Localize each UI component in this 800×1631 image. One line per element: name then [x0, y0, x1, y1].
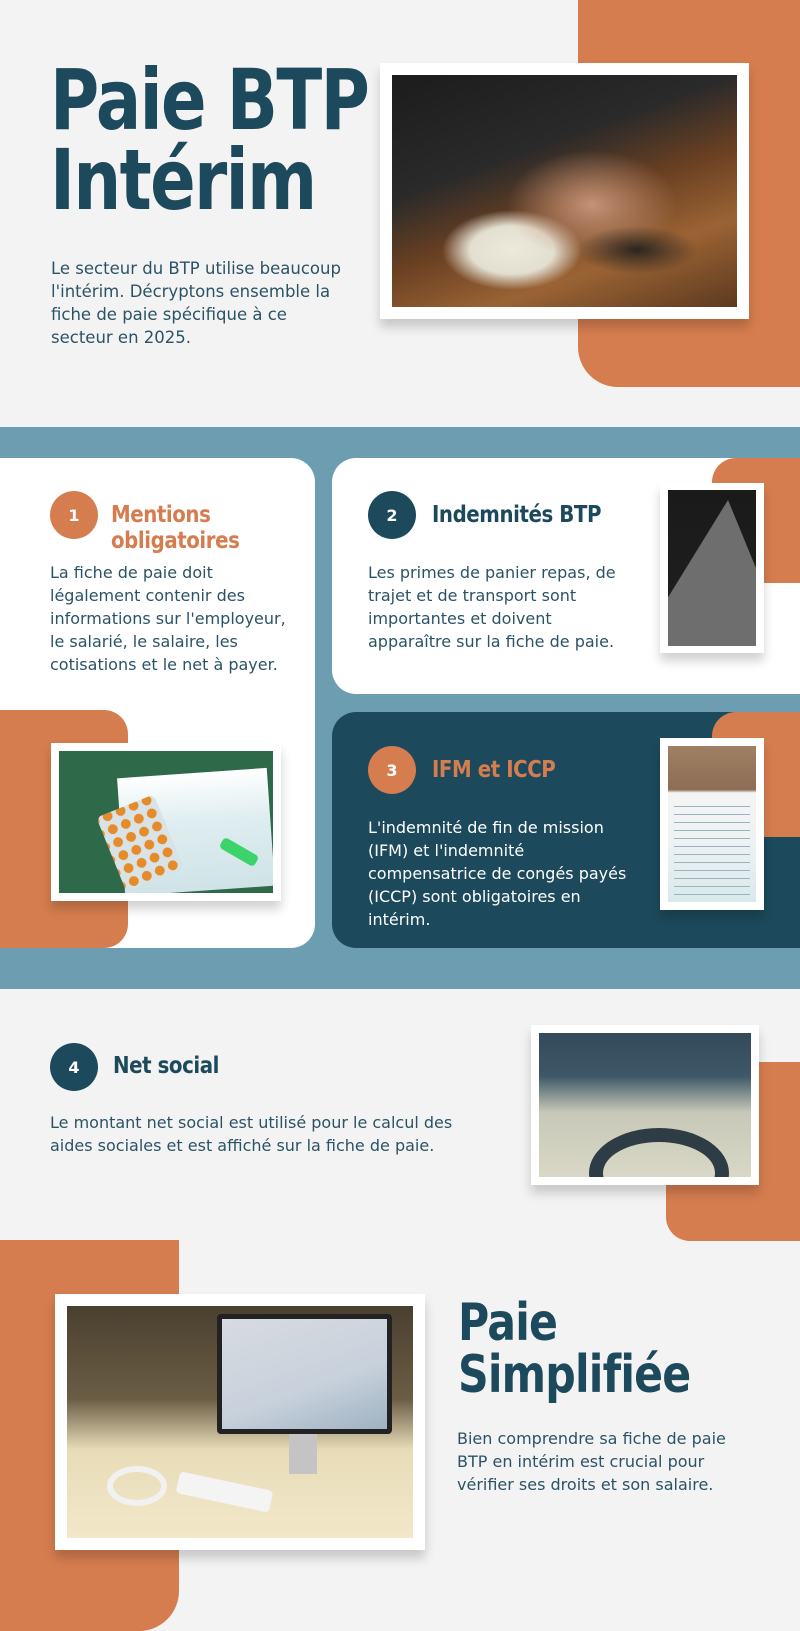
page-title [50, 51, 369, 229]
intro-text: Le secteur du BTP utilise beaucoup l'intérim. Décryptons ensemble la fiche de paie spécifique à ce secteur en 2025. [51, 259, 341, 347]
calculator-tax-form-photo [59, 751, 273, 893]
blueprint-photo [539, 1033, 751, 1177]
card-indemnites-title: Indemnités BTP [432, 502, 602, 528]
form-lines [674, 806, 750, 896]
card-mentions-title-line1: Mentions [111, 502, 211, 528]
card-ifm-text: L'indemnité de fin de mission (IFM) et l'indemnité compensatrice de congés payés (ICCP) sont obligatoires en intérim. [368, 818, 627, 929]
page-title-line2: Intérim [50, 131, 316, 229]
step-4-badge: 4 [50, 1043, 98, 1091]
card-indemnites-text: Les primes de panier repas, de trajet et de transport sont importantes et doivent apparaître sur la fiche de paie. [368, 563, 616, 651]
pyramid-shape [668, 500, 756, 646]
keyboard [176, 1471, 273, 1512]
card-mentions-title [111, 502, 239, 554]
writing-notebook-photo [392, 75, 737, 307]
form-photo-frame [660, 738, 764, 910]
pyramid-photo-frame [660, 483, 764, 653]
closing-title: Paie Simplifiée [458, 1293, 691, 1405]
blueprint-curve [589, 1128, 729, 1177]
net-social-text: Le montant net social est utilisé pour le calcul des aides sociales et est affiché sur la fiche de paie. [50, 1113, 453, 1155]
step-2-badge: 2 [368, 491, 416, 539]
step-1-badge: 1 [50, 491, 98, 539]
card-mentions-text: La fiche de paie doit légalement contenir des informations sur l'employeur, le salarié, le salaire, les cotisations et le net à payer. [50, 563, 286, 674]
headphones [107, 1466, 167, 1506]
page-title-line1: Paie BTP [50, 51, 369, 149]
step-3-badge: 3 [368, 746, 416, 794]
card-ifm-title: IFM et ICCP [432, 757, 556, 783]
card-mentions-title-line2: obligatoires [111, 528, 240, 554]
monitor-screen [217, 1314, 392, 1434]
net-social-title: Net social [113, 1053, 220, 1079]
hero-photo-frame [380, 63, 749, 319]
blueprint-photo-frame [531, 1025, 759, 1185]
credit-form-photo [668, 746, 756, 902]
computer-desk-photo [67, 1306, 413, 1538]
desk-photo-frame [55, 1294, 425, 1550]
pyramid-photo [668, 490, 756, 646]
calculator-photo-frame [51, 743, 281, 901]
monitor-stand [289, 1434, 317, 1474]
closing-text: Bien comprendre sa fiche de paie BTP en intérim est crucial pour vérifier ses droits et son salaire. [457, 1429, 726, 1494]
